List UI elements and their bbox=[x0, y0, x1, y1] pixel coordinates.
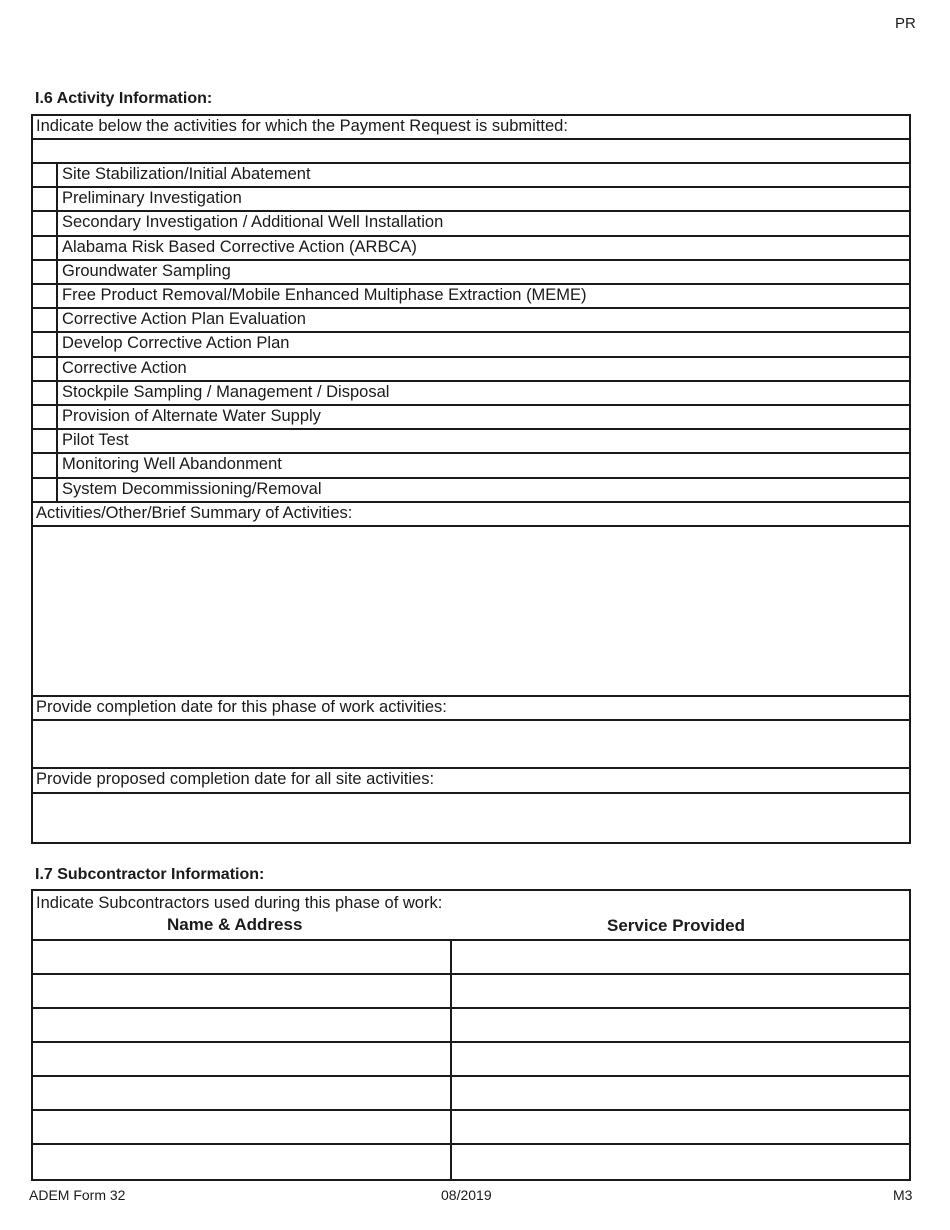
activity-checkbox[interactable] bbox=[33, 358, 58, 380]
activity-row bbox=[33, 164, 909, 188]
instruction-row bbox=[33, 116, 909, 140]
activity-checkbox[interactable] bbox=[33, 164, 58, 186]
subcontractor-row bbox=[33, 1043, 909, 1077]
activity-checkbox[interactable] bbox=[33, 261, 58, 283]
subcontractor-name-field[interactable] bbox=[33, 1111, 450, 1143]
subcontractor-row bbox=[33, 1145, 909, 1179]
footer-page: M3 bbox=[893, 1187, 913, 1203]
activity-checkbox[interactable] bbox=[33, 406, 58, 428]
blank-row bbox=[33, 140, 909, 164]
activity-checkbox[interactable] bbox=[33, 454, 58, 476]
activity-row bbox=[33, 333, 909, 357]
section-6-title: I.6 Activity Information: bbox=[35, 90, 213, 107]
activity-row bbox=[33, 406, 909, 430]
subcontractor-box bbox=[31, 889, 911, 1181]
activity-label: Free Product Removal/Mobile Enhanced Multiphase Extraction (MEME) bbox=[62, 286, 587, 304]
activity-label: Alabama Risk Based Corrective Action (ARBCA) bbox=[62, 237, 417, 256]
subcontractor-service-field[interactable] bbox=[452, 1077, 909, 1109]
subcontractor-service-field[interactable] bbox=[452, 1009, 909, 1041]
activity-checkbox[interactable] bbox=[33, 188, 58, 210]
proposed-label: Provide proposed completion date for all site activities: bbox=[36, 770, 435, 788]
activity-label: Stockpile Sampling / Management / Disposal bbox=[62, 382, 390, 401]
completion-date-field[interactable] bbox=[33, 721, 909, 769]
activity-checkbox[interactable] bbox=[33, 309, 58, 331]
activity-row bbox=[33, 479, 909, 503]
activity-checkbox[interactable] bbox=[33, 285, 58, 307]
activity-label: Preliminary Investigation bbox=[62, 189, 242, 208]
subcontractor-row bbox=[33, 975, 909, 1009]
activity-label: Site Stabilization/Initial Abatement bbox=[62, 165, 311, 183]
activity-label: System Decommissioning/Removal bbox=[62, 479, 322, 498]
proposed-date-field[interactable] bbox=[33, 794, 909, 842]
activity-checkbox[interactable] bbox=[33, 212, 58, 234]
activity-label: Groundwater Sampling bbox=[62, 261, 231, 280]
subcontractor-row bbox=[33, 1111, 909, 1145]
subcontractor-name-field[interactable] bbox=[33, 1009, 450, 1041]
activity-checkbox[interactable] bbox=[33, 430, 58, 452]
subcontractor-name-field[interactable] bbox=[33, 941, 450, 973]
activity-row bbox=[33, 212, 909, 236]
subcontractor-service-field[interactable] bbox=[452, 1111, 909, 1143]
subcontractor-name-field[interactable] bbox=[33, 975, 450, 1007]
subcontractor-name-field[interactable] bbox=[33, 1043, 450, 1075]
footer-date: 08/2019 bbox=[441, 1187, 492, 1203]
activity-information-box bbox=[31, 114, 911, 844]
activity-row bbox=[33, 261, 909, 285]
summary-label-row bbox=[33, 503, 909, 527]
subcontractor-instruction: Indicate Subcontractors used during this phase of work: bbox=[36, 894, 443, 912]
activity-label: Monitoring Well Abandonment bbox=[62, 455, 282, 474]
activity-row bbox=[33, 382, 909, 406]
subcontractor-name-field[interactable] bbox=[33, 1077, 450, 1109]
activity-label: Corrective Action bbox=[62, 358, 187, 377]
column-name-address: Name & Address bbox=[167, 915, 303, 934]
activity-label: Secondary Investigation / Additional Well Installation bbox=[62, 213, 444, 232]
subcontractor-service-field[interactable] bbox=[452, 1043, 909, 1075]
activity-row bbox=[33, 188, 909, 212]
activity-label: Corrective Action Plan Evaluation bbox=[62, 310, 306, 329]
subcontractor-service-field[interactable] bbox=[452, 941, 909, 973]
activity-label: Develop Corrective Action Plan bbox=[62, 334, 290, 353]
footer-form-name: ADEM Form 32 bbox=[29, 1187, 126, 1203]
activity-row bbox=[33, 309, 909, 333]
activity-row bbox=[33, 430, 909, 454]
activity-label: Provision of Alternate Water Supply bbox=[62, 407, 321, 425]
subcontractor-service-field[interactable] bbox=[452, 975, 909, 1007]
subcontractor-row bbox=[33, 1009, 909, 1043]
subcontractor-row bbox=[33, 941, 909, 975]
activity-row bbox=[33, 237, 909, 261]
subcontractor-row bbox=[33, 1077, 909, 1111]
subcontractor-service-field[interactable] bbox=[452, 1145, 909, 1179]
activity-row bbox=[33, 285, 909, 309]
activity-row bbox=[33, 358, 909, 382]
activity-checkbox[interactable] bbox=[33, 382, 58, 404]
activity-checkbox[interactable] bbox=[33, 479, 58, 501]
completion-label-row bbox=[33, 697, 909, 721]
subcontractor-header-row bbox=[33, 891, 909, 941]
corner-label: PR bbox=[895, 15, 916, 32]
activity-checkbox[interactable] bbox=[33, 237, 58, 259]
activity-row bbox=[33, 454, 909, 478]
completion-label: Provide completion date for this phase of work activities: bbox=[36, 698, 447, 716]
activity-label: Pilot Test bbox=[62, 431, 129, 450]
activity-checkbox[interactable] bbox=[33, 333, 58, 355]
summary-field[interactable] bbox=[33, 527, 909, 697]
subcontractor-name-field[interactable] bbox=[33, 1145, 450, 1179]
section-7-title: I.7 Subcontractor Information: bbox=[35, 866, 265, 883]
proposed-label-row bbox=[33, 769, 909, 794]
column-service-provided: Service Provided bbox=[607, 916, 745, 935]
summary-label: Activities/Other/Brief Summary of Activities: bbox=[36, 504, 353, 522]
instruction-text: Indicate below the activities for which the Payment Request is submitted: bbox=[36, 117, 568, 135]
